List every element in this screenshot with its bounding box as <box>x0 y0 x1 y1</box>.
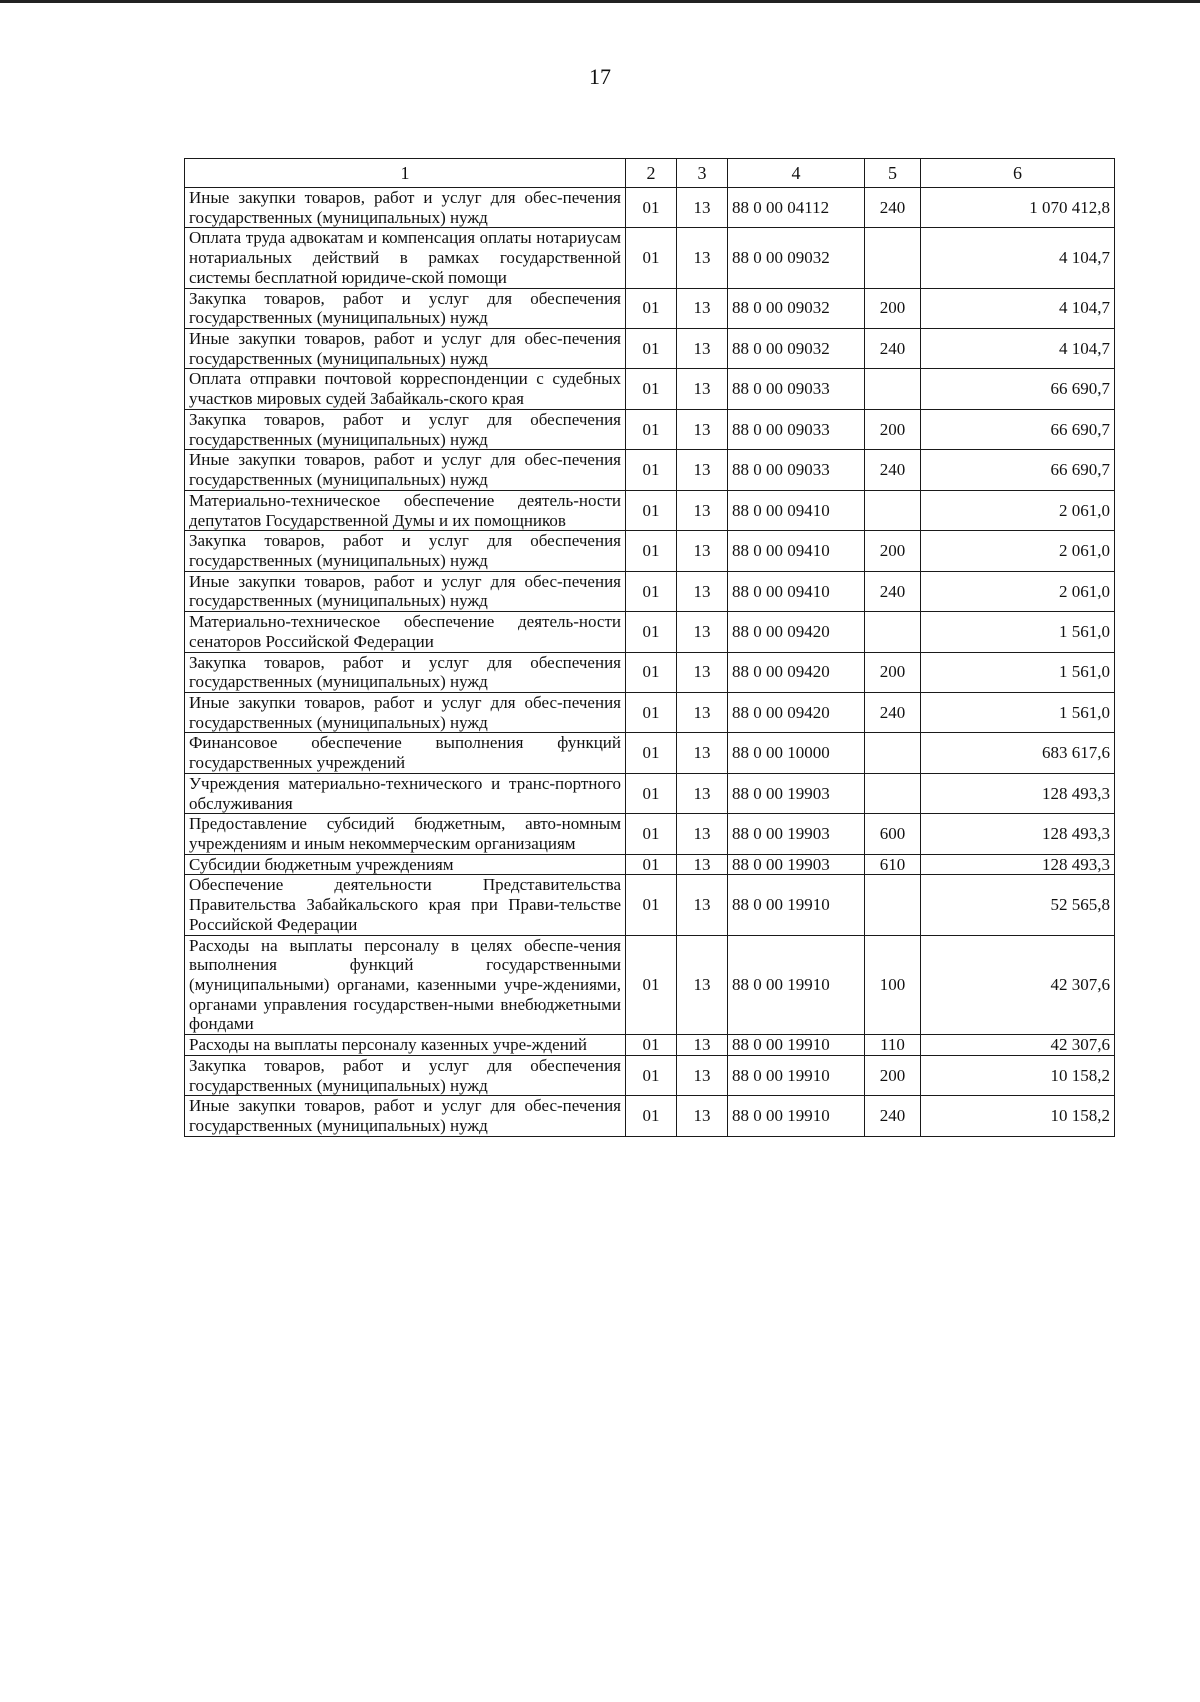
row-expense-type: 110 <box>865 1035 921 1056</box>
row-section-code: 01 <box>626 935 677 1035</box>
row-description: Оплата отправки почтовой корреспонденции с судебных участков мировых судей Забайкаль-ского края <box>185 369 626 409</box>
row-description: Расходы на выплаты персоналу казенных учре-ждений <box>185 1035 626 1056</box>
table-row <box>185 612 1115 652</box>
row-amount: 66 690,7 <box>921 450 1115 490</box>
row-expense-type: 200 <box>865 652 921 692</box>
row-target-article: 88 0 00 09032 <box>728 288 865 328</box>
table-row <box>185 288 1115 328</box>
row-subsection-code: 13 <box>677 490 728 530</box>
row-expense-type <box>865 773 921 813</box>
row-target-article: 88 0 00 19910 <box>728 1055 865 1095</box>
row-expense-type: 240 <box>865 571 921 611</box>
row-target-article: 88 0 00 19903 <box>728 773 865 813</box>
row-subsection-code: 13 <box>677 188 728 228</box>
row-target-article: 88 0 00 09033 <box>728 450 865 490</box>
row-target-article: 88 0 00 09410 <box>728 571 865 611</box>
row-amount: 66 690,7 <box>921 409 1115 449</box>
row-amount: 10 158,2 <box>921 1055 1115 1095</box>
row-target-article: 88 0 00 19910 <box>728 1035 865 1056</box>
row-section-code: 01 <box>626 814 677 854</box>
table-row <box>185 1055 1115 1095</box>
row-target-article: 88 0 00 09410 <box>728 490 865 530</box>
table-row <box>185 875 1115 935</box>
row-description: Учреждения материально-технического и транс-портного обслуживания <box>185 773 626 813</box>
table-row <box>185 935 1115 1035</box>
row-subsection-code: 13 <box>677 1035 728 1056</box>
row-expense-type <box>865 228 921 288</box>
row-expense-type: 600 <box>865 814 921 854</box>
row-expense-type: 200 <box>865 288 921 328</box>
budget-table <box>184 158 1115 1137</box>
table-row <box>185 1035 1115 1056</box>
row-amount: 1 561,0 <box>921 652 1115 692</box>
row-subsection-code: 13 <box>677 228 728 288</box>
row-expense-type <box>865 490 921 530</box>
row-section-code: 01 <box>626 288 677 328</box>
row-section-code: 01 <box>626 490 677 530</box>
row-description: Закупка товаров, работ и услуг для обеспечения государственных (муниципальных) нужд <box>185 531 626 571</box>
row-description: Закупка товаров, работ и услуг для обеспечения государственных (муниципальных) нужд <box>185 409 626 449</box>
row-description: Иные закупки товаров, работ и услуг для обес-печения государственных (муниципальных) нужд <box>185 450 626 490</box>
row-expense-type: 240 <box>865 329 921 369</box>
table-row <box>185 1096 1115 1136</box>
row-subsection-code: 13 <box>677 652 728 692</box>
row-subsection-code: 13 <box>677 875 728 935</box>
header-col-6: 6 <box>921 159 1115 188</box>
row-expense-type: 200 <box>865 409 921 449</box>
row-description: Закупка товаров, работ и услуг для обеспечения государственных (муниципальных) нужд <box>185 652 626 692</box>
row-expense-type: 240 <box>865 450 921 490</box>
row-amount: 2 061,0 <box>921 490 1115 530</box>
row-section-code: 01 <box>626 228 677 288</box>
row-description: Расходы на выплаты персоналу в целях обеспе-чения выполнения функций государственными (муниципальными) органами, казенными учре-ждениями, органами управления государствен-ными внебюджетными фондами <box>185 935 626 1035</box>
row-section-code: 01 <box>626 875 677 935</box>
header-col-4: 4 <box>728 159 865 188</box>
row-section-code: 01 <box>626 571 677 611</box>
row-amount: 52 565,8 <box>921 875 1115 935</box>
row-target-article: 88 0 00 19903 <box>728 814 865 854</box>
row-amount: 4 104,7 <box>921 288 1115 328</box>
row-target-article: 88 0 00 09033 <box>728 369 865 409</box>
row-section-code: 01 <box>626 692 677 732</box>
row-amount: 1 070 412,8 <box>921 188 1115 228</box>
table-row <box>185 571 1115 611</box>
table-row <box>185 854 1115 875</box>
row-subsection-code: 13 <box>677 814 728 854</box>
row-section-code: 01 <box>626 1096 677 1136</box>
table-row <box>185 409 1115 449</box>
row-target-article: 88 0 00 19910 <box>728 875 865 935</box>
row-subsection-code: 13 <box>677 369 728 409</box>
table-row <box>185 188 1115 228</box>
table-row <box>185 490 1115 530</box>
row-section-code: 01 <box>626 188 677 228</box>
row-description: Закупка товаров, работ и услуг для обеспечения государственных (муниципальных) нужд <box>185 1055 626 1095</box>
row-subsection-code: 13 <box>677 450 728 490</box>
row-expense-type <box>865 612 921 652</box>
table-row <box>185 652 1115 692</box>
row-section-code: 01 <box>626 773 677 813</box>
row-amount: 128 493,3 <box>921 814 1115 854</box>
row-section-code: 01 <box>626 1055 677 1095</box>
row-subsection-code: 13 <box>677 329 728 369</box>
row-section-code: 01 <box>626 531 677 571</box>
row-section-code: 01 <box>626 652 677 692</box>
row-target-article: 88 0 00 10000 <box>728 733 865 773</box>
row-description: Обеспечение деятельности Представительства Правительства Забайкальского края при Прави-тельстве Российской Федерации <box>185 875 626 935</box>
row-description: Иные закупки товаров, работ и услуг для обес-печения государственных (муниципальных) нужд <box>185 329 626 369</box>
row-description: Иные закупки товаров, работ и услуг для обес-печения государственных (муниципальных) нужд <box>185 1096 626 1136</box>
row-expense-type: 200 <box>865 1055 921 1095</box>
row-amount: 128 493,3 <box>921 773 1115 813</box>
row-section-code: 01 <box>626 1035 677 1056</box>
row-amount: 4 104,7 <box>921 228 1115 288</box>
table-row <box>185 450 1115 490</box>
row-subsection-code: 13 <box>677 854 728 875</box>
row-description: Оплата труда адвокатам и компенсация оплаты нотариусам нотариальных действий в рамках государственной системы бесплатной юридиче-ской помощи <box>185 228 626 288</box>
row-subsection-code: 13 <box>677 612 728 652</box>
row-expense-type <box>865 369 921 409</box>
page-number: 17 <box>589 64 611 89</box>
row-description: Предоставление субсидий бюджетным, авто-номным учреждениям и иным некоммерческим организациям <box>185 814 626 854</box>
header-col-2: 2 <box>626 159 677 188</box>
row-expense-type: 240 <box>865 692 921 732</box>
row-amount: 42 307,6 <box>921 935 1115 1035</box>
row-target-article: 88 0 00 09032 <box>728 329 865 369</box>
row-subsection-code: 13 <box>677 773 728 813</box>
page-top-border <box>0 0 1200 3</box>
row-expense-type <box>865 733 921 773</box>
table-body <box>185 188 1115 1137</box>
row-description: Иные закупки товаров, работ и услуг для обес-печения государственных (муниципальных) нужд <box>185 571 626 611</box>
row-section-code: 01 <box>626 369 677 409</box>
table-row <box>185 531 1115 571</box>
row-target-article: 88 0 00 09410 <box>728 531 865 571</box>
row-section-code: 01 <box>626 733 677 773</box>
header-col-5: 5 <box>865 159 921 188</box>
row-target-article: 88 0 00 19910 <box>728 935 865 1035</box>
row-target-article: 88 0 00 09032 <box>728 228 865 288</box>
row-target-article: 88 0 00 09420 <box>728 692 865 732</box>
row-description: Иные закупки товаров, работ и услуг для обес-печения государственных (муниципальных) нужд <box>185 692 626 732</box>
table-row <box>185 814 1115 854</box>
row-subsection-code: 13 <box>677 571 728 611</box>
row-section-code: 01 <box>626 450 677 490</box>
row-description: Материально-техническое обеспечение деятель-ности депутатов Государственной Думы и их помощников <box>185 490 626 530</box>
row-amount: 1 561,0 <box>921 692 1115 732</box>
header-col-3: 3 <box>677 159 728 188</box>
row-section-code: 01 <box>626 329 677 369</box>
row-subsection-code: 13 <box>677 935 728 1035</box>
table-row <box>185 369 1115 409</box>
row-amount: 4 104,7 <box>921 329 1115 369</box>
row-subsection-code: 13 <box>677 733 728 773</box>
table-row <box>185 773 1115 813</box>
row-subsection-code: 13 <box>677 531 728 571</box>
row-subsection-code: 13 <box>677 1096 728 1136</box>
row-expense-type: 610 <box>865 854 921 875</box>
table-header-row <box>185 159 1115 188</box>
row-expense-type: 240 <box>865 188 921 228</box>
row-description: Материально-техническое обеспечение деятель-ности сенаторов Российской Федерации <box>185 612 626 652</box>
row-amount: 2 061,0 <box>921 571 1115 611</box>
row-description: Закупка товаров, работ и услуг для обеспечения государственных (муниципальных) нужд <box>185 288 626 328</box>
row-description: Иные закупки товаров, работ и услуг для обес-печения государственных (муниципальных) нужд <box>185 188 626 228</box>
row-section-code: 01 <box>626 854 677 875</box>
row-amount: 2 061,0 <box>921 531 1115 571</box>
row-target-article: 88 0 00 09420 <box>728 612 865 652</box>
row-expense-type: 100 <box>865 935 921 1035</box>
row-subsection-code: 13 <box>677 288 728 328</box>
row-amount: 128 493,3 <box>921 854 1115 875</box>
row-description: Финансовое обеспечение выполнения функций государственных учреждений <box>185 733 626 773</box>
row-subsection-code: 13 <box>677 409 728 449</box>
row-amount: 66 690,7 <box>921 369 1115 409</box>
row-amount: 42 307,6 <box>921 1035 1115 1056</box>
row-expense-type: 200 <box>865 531 921 571</box>
row-subsection-code: 13 <box>677 1055 728 1095</box>
row-target-article: 88 0 00 19903 <box>728 854 865 875</box>
row-target-article: 88 0 00 09420 <box>728 652 865 692</box>
header-col-1: 1 <box>185 159 626 188</box>
row-target-article: 88 0 00 04112 <box>728 188 865 228</box>
row-amount: 1 561,0 <box>921 612 1115 652</box>
row-amount: 683 617,6 <box>921 733 1115 773</box>
table-row <box>185 692 1115 732</box>
row-description: Субсидии бюджетным учреждениям <box>185 854 626 875</box>
table-row <box>185 329 1115 369</box>
row-section-code: 01 <box>626 612 677 652</box>
table-row <box>185 733 1115 773</box>
row-expense-type <box>865 875 921 935</box>
row-subsection-code: 13 <box>677 692 728 732</box>
table-row <box>185 228 1115 288</box>
row-target-article: 88 0 00 09033 <box>728 409 865 449</box>
row-section-code: 01 <box>626 409 677 449</box>
row-amount: 10 158,2 <box>921 1096 1115 1136</box>
row-target-article: 88 0 00 19910 <box>728 1096 865 1136</box>
row-expense-type: 240 <box>865 1096 921 1136</box>
